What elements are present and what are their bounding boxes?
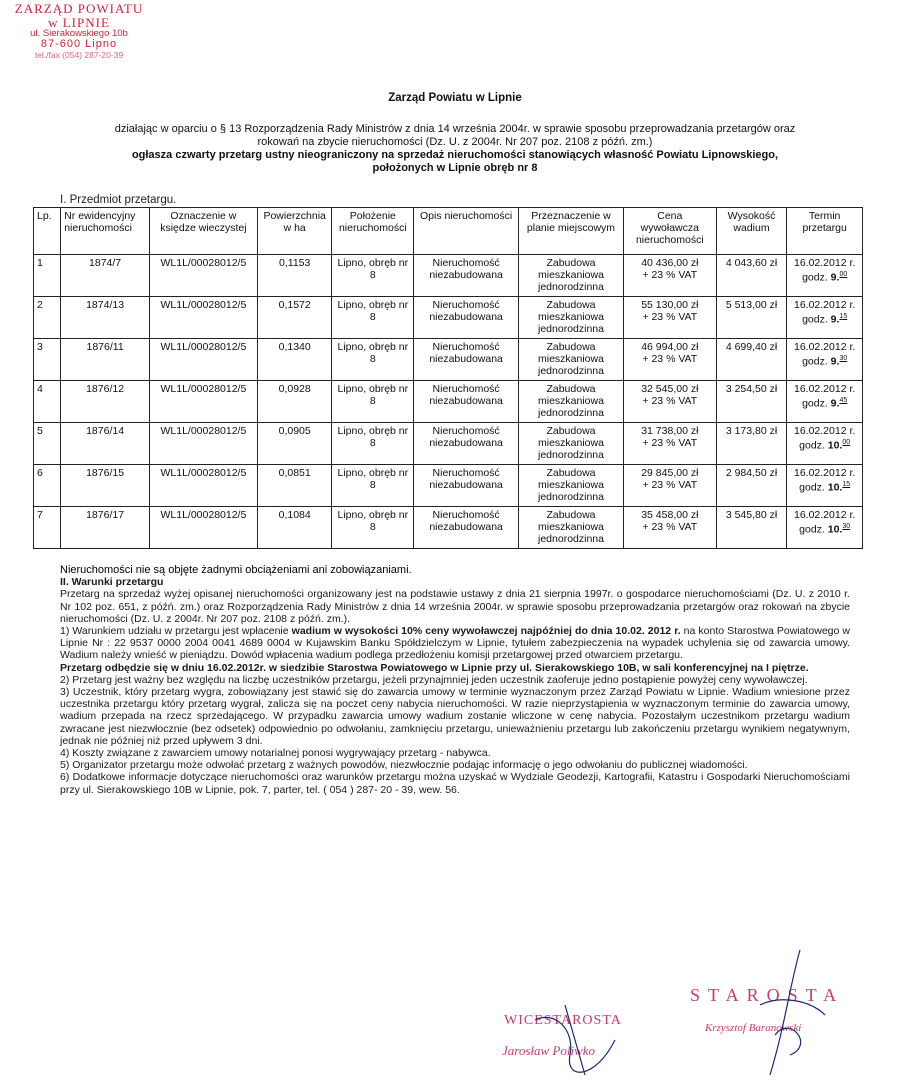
- date-value: 16.02.2012 r.: [793, 383, 856, 395]
- intro-line-1: działając w oparciu o § 13 Rozporządzenia Rady Ministrów z dnia 14 września 2004r. w sprawie sposobu przeprowadzania przetargów oraz: [114, 123, 796, 135]
- header-col-kw: Oznaczenie w księdze wieczystej: [149, 208, 257, 255]
- table-row: [34, 255, 863, 297]
- cell-loc: Lipno, obręb nr 8: [332, 465, 414, 507]
- price-vat: + 23 % VAT: [642, 269, 698, 281]
- time-minutes: 30: [842, 523, 851, 530]
- cell-date: [787, 423, 863, 465]
- condition-1: [60, 625, 850, 662]
- time-value: [790, 269, 859, 284]
- cell-kw: WL1L/00028012/5: [149, 507, 257, 549]
- cell-date: [787, 339, 863, 381]
- price-value: 29 845,00 zł: [641, 467, 699, 479]
- time-label: godz.: [802, 313, 828, 326]
- time-minutes: 15: [839, 313, 848, 320]
- date-value: 16.02.2012 r.: [793, 257, 856, 269]
- property-table: [33, 207, 863, 549]
- cell-kw: WL1L/00028012/5: [149, 297, 257, 339]
- cell-desc: Nieruchomość niezabudowana: [414, 465, 519, 507]
- cell-nr: 1874/13: [61, 297, 150, 339]
- price-vat: + 23 % VAT: [642, 311, 698, 323]
- signature-vice-starost: [490, 1013, 660, 1059]
- time-label: godz.: [799, 523, 825, 536]
- price-value: 55 130,00 zł: [641, 299, 699, 311]
- cell-kw: WL1L/00028012/5: [149, 255, 257, 297]
- starost-title: STAROSTA: [690, 985, 845, 1005]
- time-label: godz.: [799, 439, 825, 452]
- cell-nr: 1876/14: [61, 423, 150, 465]
- cell-price: [623, 465, 716, 507]
- time-minutes: 30: [839, 355, 848, 362]
- section-2-title: II. Warunki przetargu: [60, 576, 164, 589]
- cell-loc: Lipno, obręb nr 8: [332, 255, 414, 297]
- cell-desc: Nieruchomość niezabudowana: [414, 507, 519, 549]
- price-vat: + 23 % VAT: [642, 521, 698, 533]
- time-value: [790, 437, 859, 452]
- cell-wadium: 5 513,00 zł: [716, 297, 787, 339]
- condition-3: 3) Uczestnik, który przetarg wygra, zobowiązany jest stawić się do zawarcia umowy w terminie wyznaczonym przez Zarząd Powiatu w Lipnie. Wadium wniesione przez uczestnika przetargu który przetarg wygrał, zalicza się na poczet ceny nabycia nieruchomości. W razie nieprzystąpienia w wyznaczonym terminie do zawarcia umowy, wadium przepada na rzecz sprzedającego. W przypadku zawarcia umowy wadium zostanie wliczone w cenę nabycia. Pozostałym uczestnikom przetargu wadium zwracane jest niezwłocznie (bez odsetek) odpowiednio po odwołaniu, zamknięciu przetargu, unieważnieniu przetargu lub zakończeniu przetargu wynikiem negatywnym, jednak nie później niż przed upływem 3 dni.: [60, 686, 850, 747]
- cell-kw: WL1L/00028012/5: [149, 423, 257, 465]
- time-hour: 10.: [827, 439, 843, 452]
- cell-desc: Nieruchomość niezabudowana: [414, 423, 519, 465]
- cell-loc: Lipno, obręb nr 8: [332, 423, 414, 465]
- cell-lp: 3: [34, 339, 61, 381]
- table-header-row: [34, 208, 863, 255]
- cell-price: [623, 255, 716, 297]
- section-1-title: I. Przedmiot przetargu.: [60, 194, 177, 206]
- cell-wadium: 2 984,50 zł: [716, 465, 787, 507]
- time-hour: 9.: [830, 397, 840, 410]
- date-value: 16.02.2012 r.: [793, 467, 856, 479]
- time-minutes: 45: [839, 397, 848, 404]
- condition-1-b: wadium w wysokości 10% ceny wywoławczej najpóźniej do dnia 10.02. 2012 r.: [291, 625, 681, 638]
- cell-desc: Nieruchomość niezabudowana: [414, 297, 519, 339]
- cell-loc: Lipno, obręb nr 8: [332, 381, 414, 423]
- cell-lp: 1: [34, 255, 61, 297]
- table-row: [34, 507, 863, 549]
- cell-area: 0,1572: [257, 297, 332, 339]
- time-label: godz.: [799, 481, 825, 494]
- cell-area: 0,1340: [257, 339, 332, 381]
- cell-nr: 1874/7: [61, 255, 150, 297]
- cell-wadium: 3 254,50 zł: [716, 381, 787, 423]
- cell-kw: WL1L/00028012/5: [149, 381, 257, 423]
- intro-line-2: rokowań na zbycie nieruchomości (Dz. U. z 2004r. Nr 207 poz. 2108 z późń. zm.): [257, 136, 653, 148]
- time-value: [790, 479, 859, 494]
- cell-desc: Nieruchomość niezabudowana: [414, 255, 519, 297]
- cell-wadium: 3 173,80 zł: [716, 423, 787, 465]
- stamp-line-4: 87-600 Lipno: [40, 38, 118, 51]
- price-value: 46 994,00 zł: [641, 341, 699, 353]
- price-vat: + 23 % VAT: [642, 395, 698, 407]
- price-value: 31 738,00 zł: [641, 425, 699, 437]
- price-value: 35 458,00 zł: [641, 509, 699, 521]
- cell-plan: Zabudowa mieszkaniowa jednorodzinna: [519, 465, 624, 507]
- table-row: [34, 465, 863, 507]
- condition-1-a: 1) Warunkiem udziału w przetargu jest wpłacenie: [60, 625, 292, 638]
- stamp-line-2: w LIPNIE: [48, 14, 110, 30]
- cell-nr: 1876/17: [61, 507, 150, 549]
- cell-loc: Lipno, obręb nr 8: [332, 297, 414, 339]
- starost-name: Krzysztof Baranowski: [705, 1022, 802, 1034]
- office-stamp: [4, 2, 154, 60]
- cell-plan: Zabudowa mieszkaniowa jednorodzinna: [519, 255, 624, 297]
- cell-nr: 1876/11: [61, 339, 150, 381]
- time-value: [790, 353, 859, 368]
- date-value: 16.02.2012 r.: [793, 299, 856, 311]
- cell-wadium: 4 699,40 zł: [716, 339, 787, 381]
- cell-date: [787, 507, 863, 549]
- cell-lp: 2: [34, 297, 61, 339]
- cell-lp: 5: [34, 423, 61, 465]
- header-col-desc: Opis nieruchomości: [414, 208, 519, 255]
- condition-6: 6) Dodatkowe informacje dotyczące nieruchomości oraz warunków przetargu można uzyskać w Wydziale Geodezji, Kartografii, Katastru i Gospodarki Nieruchomościami przy ul. Sierakowskiego 10B w Lipnie, pok. 7, parter, tel. ( 054 ) 287- 20 - 39, wew. 56.: [60, 771, 850, 796]
- cell-lp: 4: [34, 381, 61, 423]
- cell-price: [623, 423, 716, 465]
- time-value: [790, 521, 859, 536]
- stamp-line-5: tel./fax (054) 287-20-39: [34, 49, 124, 60]
- condition-4: 4) Koszty związane z zawarciem umowy notarialnej ponosi wygrywający przetarg - nabywca.: [60, 747, 491, 760]
- header-col-nr: Nr ewidencyjny nieruchomości: [61, 208, 150, 255]
- table-row: [34, 339, 863, 381]
- cell-plan: Zabudowa mieszkaniowa jednorodzinna: [519, 423, 624, 465]
- header-col-date: Termin przetargu: [787, 208, 863, 255]
- cell-date: [787, 297, 863, 339]
- time-minutes: 00: [842, 439, 851, 446]
- table-row: [34, 423, 863, 465]
- date-value: 16.02.2012 r.: [793, 341, 856, 353]
- time-label: godz.: [802, 271, 828, 284]
- time-minutes: 15: [842, 481, 851, 488]
- cell-loc: Lipno, obręb nr 8: [332, 507, 414, 549]
- cell-area: 0,1153: [257, 255, 332, 297]
- vice-starost-title: WICESTAROSTA: [504, 1013, 622, 1028]
- cell-date: [787, 381, 863, 423]
- cell-desc: Nieruchomość niezabudowana: [414, 381, 519, 423]
- cell-nr: 1876/12: [61, 381, 150, 423]
- time-value: [790, 395, 859, 410]
- cell-plan: Zabudowa mieszkaniowa jednorodzinna: [519, 339, 624, 381]
- price-vat: + 23 % VAT: [642, 437, 698, 449]
- cell-area: 0,0905: [257, 423, 332, 465]
- cell-area: 0,0851: [257, 465, 332, 507]
- cell-price: [623, 297, 716, 339]
- cell-plan: Zabudowa mieszkaniowa jednorodzinna: [519, 381, 624, 423]
- auction-place-text: Przetarg odbędzie się w dniu 16.02.2012r. w siedzibie Starostwa Powiatowego w Lipnie przy ul. Sierakowskiego 10B, w sali konferencyjnej na I piętrze.: [60, 661, 809, 674]
- time-hour: 10.: [827, 523, 843, 536]
- stamp-line-3: ul. Sierakowskiego 10b: [30, 28, 128, 40]
- cell-area: 0,1084: [257, 507, 332, 549]
- cell-price: [623, 381, 716, 423]
- table-row: [34, 297, 863, 339]
- cell-lp: 7: [34, 507, 61, 549]
- cell-plan: Zabudowa mieszkaniowa jednorodzinna: [519, 297, 624, 339]
- cell-price: [623, 339, 716, 381]
- time-label: godz.: [802, 397, 828, 410]
- cell-price: [623, 507, 716, 549]
- condition-1-c: na konto Starostwa Powiatowego w Lipnie Nr : 22 9537 0000 2004 0041 4689 0004 w Kujawskim Banku Spółdzielczym w Lipnie, tytułem zabezpieczenia na wypadek uchylenia się od zawarcia umowy. Wadium należy wnieść w pieniądzu. Dowód wpłacenia wadium podlega przedłożeniu komisji przetargowej przed otwarciem przetargu.: [60, 625, 850, 662]
- table-row: [34, 381, 863, 423]
- header-col-area: Powierzchnia w ha: [257, 208, 332, 255]
- cell-plan: Zabudowa mieszkaniowa jednorodzinna: [519, 507, 624, 549]
- cell-desc: Nieruchomość niezabudowana: [414, 339, 519, 381]
- time-minutes: 00: [839, 271, 848, 278]
- stamp-line-1: ZARZĄD POWIATU: [14, 1, 144, 16]
- price-vat: + 23 % VAT: [642, 479, 698, 491]
- time-hour: 9.: [830, 313, 840, 326]
- time-value: [790, 311, 859, 326]
- document-title: Zarząd Powiatu w Lipnie: [388, 92, 522, 104]
- header-col-plan: Przeznaczenie w planie miejscowym: [519, 208, 624, 255]
- conditions-intro: Przetarg na sprzedaż wyżej opisanej nieruchomości organizowany jest na podstawie ustawy z dnia 21 sierpnia 1997r. o gospodarce nieruchomościami (Dz. U. z 2010 r. Nr 102 poz. 651, z późń. zm.) oraz Rozporządzenia Rady Ministrów z dnia 14 września 2004r. w sprawie sposobu przeprowadzania przetargów oraz rokowań na zbycie nieruchomości (Dz. U. z 2004r. Nr 207 poz. 2108 z późń. zm.).: [60, 588, 850, 625]
- price-value: 40 436,00 zł: [641, 257, 699, 269]
- conditions-section: [60, 564, 850, 796]
- time-hour: 9.: [830, 271, 840, 284]
- document-header: [60, 92, 850, 175]
- price-vat: + 23 % VAT: [642, 353, 698, 365]
- signature-starost: [690, 985, 870, 1034]
- cell-date: [787, 255, 863, 297]
- cell-area: 0,0928: [257, 381, 332, 423]
- price-value: 32 545,00 zł: [641, 383, 699, 395]
- cell-lp: 6: [34, 465, 61, 507]
- cell-nr: 1876/15: [61, 465, 150, 507]
- header-col-loc: Położenie nieruchomości: [332, 208, 414, 255]
- header-col-lp: Lp.: [34, 208, 61, 255]
- no-burdens-text: Nieruchomości nie są objęte żadnymi obciążeniami ani zobowiązaniami.: [60, 564, 412, 576]
- time-label: godz.: [802, 355, 828, 368]
- header-col-wadium: Wysokość wadium: [716, 208, 787, 255]
- date-value: 16.02.2012 r.: [793, 509, 856, 521]
- announce-line-1: ogłasza czwarty przetarg ustny nieograniczony na sprzedaż nieruchomości stanowiących własność Powiatu Lipnowskiego,: [131, 149, 779, 161]
- cell-loc: Lipno, obręb nr 8: [332, 339, 414, 381]
- condition-2: 2) Przetarg jest ważny bez względu na liczbę uczestników przetargu, jeżeli przynajmniej jeden uczestnik zaoferuje jedno postąpienie powyżej ceny wywoławczej.: [60, 673, 808, 686]
- cell-kw: WL1L/00028012/5: [149, 465, 257, 507]
- cell-wadium: 4 043,60 zł: [716, 255, 787, 297]
- condition-5: 5) Organizator przetargu może odwołać przetarg z ważnych powodów, niezwłocznie podając informację o jego odwołaniu do publicznej wiadomości.: [60, 759, 748, 772]
- announce-line-2: położonych w Lipnie obręb nr 8: [372, 162, 538, 174]
- cell-kw: WL1L/00028012/5: [149, 339, 257, 381]
- vice-starost-name: Jarosław Poliwko: [502, 1043, 596, 1058]
- date-value: 16.02.2012 r.: [793, 425, 856, 437]
- time-hour: 10.: [827, 481, 843, 494]
- header-col-price: Cena wywoławcza nieruchomości: [623, 208, 716, 255]
- time-hour: 9.: [830, 355, 840, 368]
- cell-wadium: 3 545,80 zł: [716, 507, 787, 549]
- cell-date: [787, 465, 863, 507]
